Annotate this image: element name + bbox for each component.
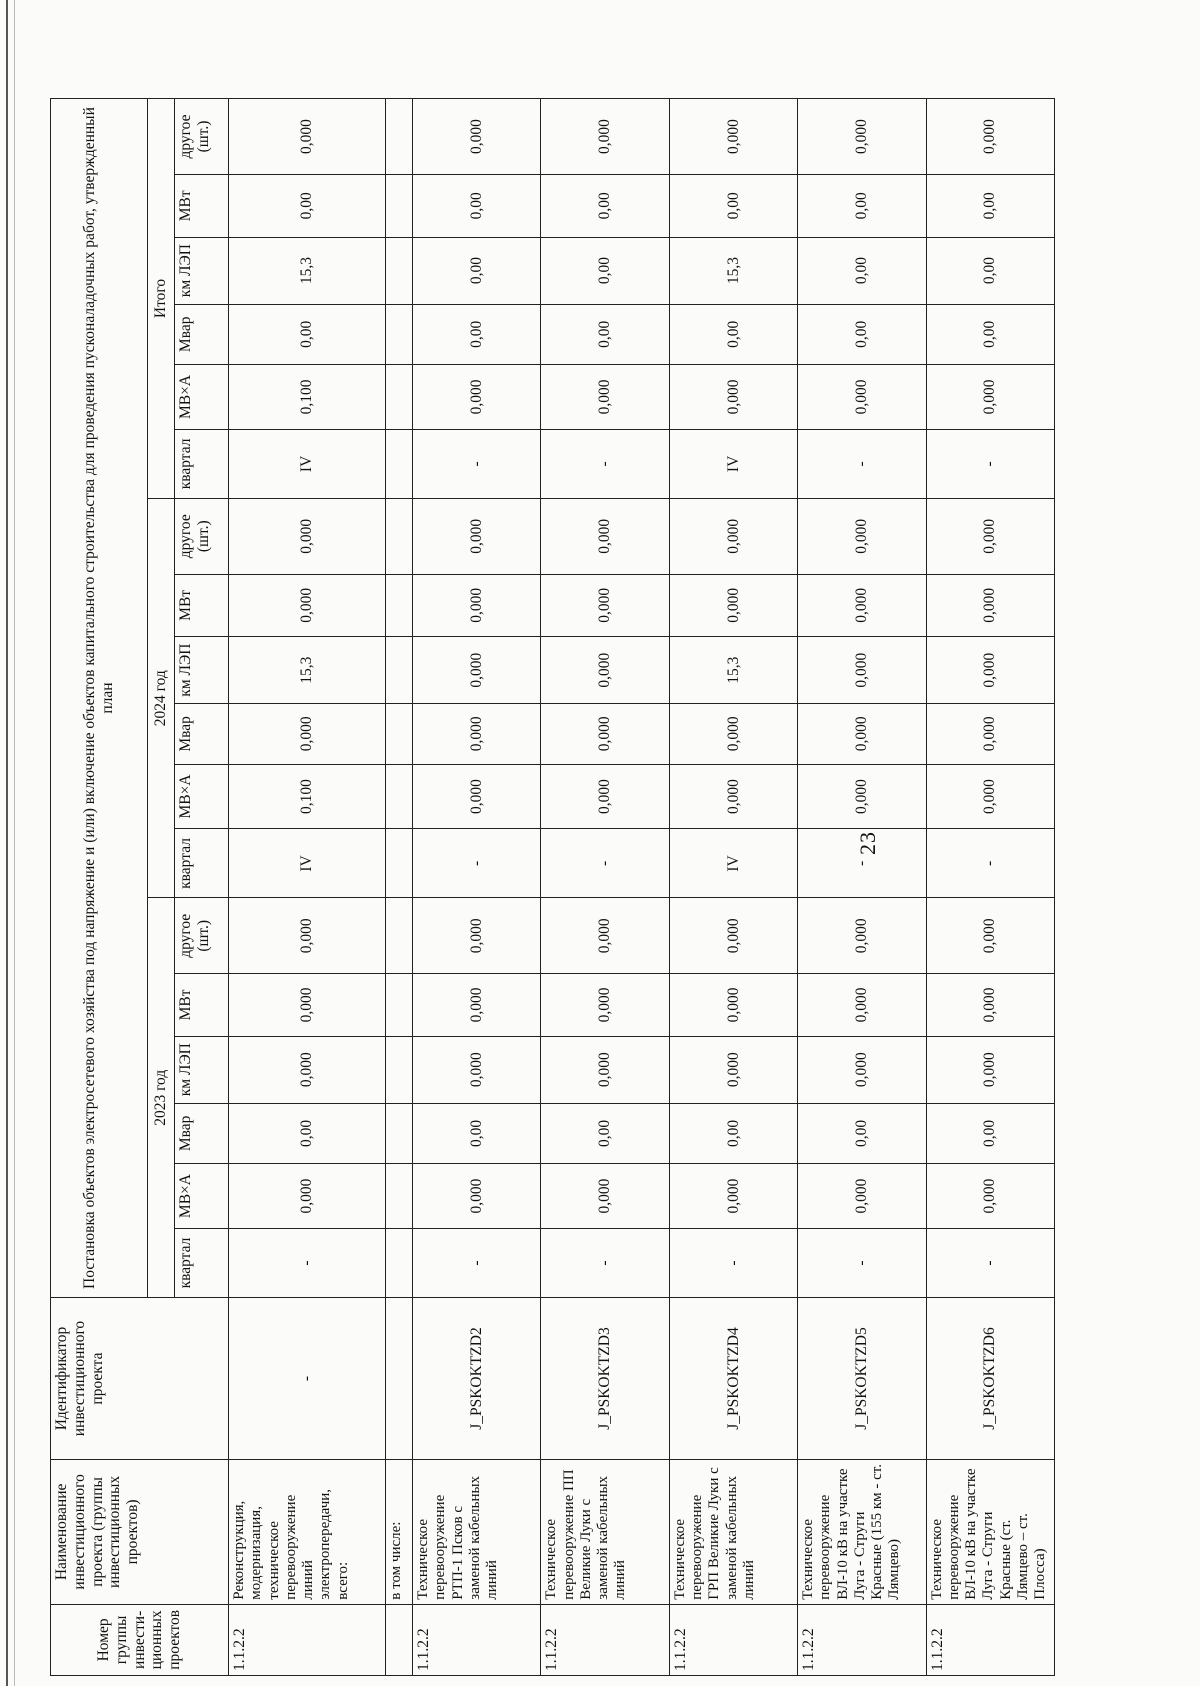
row-value-other: 0,000 xyxy=(229,498,386,574)
header-unit-other: другое (шт.) xyxy=(175,99,229,175)
header-period-total: Итого xyxy=(148,99,175,499)
header-unit-other: другое (шт.) xyxy=(175,898,229,974)
header-unit-other: другое (шт.) xyxy=(175,498,229,574)
row-value-other: 0,000 xyxy=(669,498,797,574)
row-value-mw: 0,00 xyxy=(229,175,386,238)
header-identifier: Идентификатор инвестиционного проекта xyxy=(51,1298,229,1460)
header-main-title: Постановка объектов электросетевого хозяйства под напряжение и (или) включение объектов капитального строительства для проведения пусконаладочных работ, утвержденный план xyxy=(51,99,148,1298)
row-value-mvar: 0,00 xyxy=(669,1103,797,1163)
row-value-km-line xyxy=(385,237,412,304)
header-unit-mvar: Мвар xyxy=(175,1103,229,1163)
row-value-mva: 0,000 xyxy=(669,1164,797,1229)
row-value-mw: 0,000 xyxy=(669,574,797,637)
table-row xyxy=(669,99,797,1676)
header-unit-km-line: км ЛЭП xyxy=(175,237,229,304)
row-value-mvar: 0,00 xyxy=(926,304,1054,364)
row-value-other: 0,000 xyxy=(926,898,1054,974)
row-value-km-line: 0,000 xyxy=(413,637,541,704)
row-value-mvar: 0,000 xyxy=(229,704,386,764)
row-value-km-line: 0,000 xyxy=(413,1036,541,1103)
row-value-mw: 0,000 xyxy=(798,974,926,1037)
row-value-mva: 0,100 xyxy=(229,764,386,829)
row-value-mvar: 0,00 xyxy=(541,304,669,364)
header-unit-mvar: Мвар xyxy=(175,704,229,764)
row-value-km-line: 0,000 xyxy=(541,637,669,704)
row-value-other: 0,000 xyxy=(798,898,926,974)
row-value-other xyxy=(385,99,412,175)
table-row xyxy=(229,99,386,1676)
row-value-other: 0,000 xyxy=(798,99,926,175)
row-value-km-line: 0,000 xyxy=(229,1036,386,1103)
row-value-mw: 0,000 xyxy=(229,974,386,1037)
table-row xyxy=(926,99,1054,1676)
row-value-km-line xyxy=(385,1036,412,1103)
header-unit-km-line: км ЛЭП xyxy=(175,637,229,704)
row-value-km-line: 15,3 xyxy=(669,637,797,704)
row-value-mvar xyxy=(385,1103,412,1163)
row-value-km-line: 15,3 xyxy=(229,637,386,704)
row-value-other: 0,000 xyxy=(798,498,926,574)
row-value-mw: 0,000 xyxy=(669,974,797,1037)
row-value-mva: 0,000 xyxy=(541,764,669,829)
row-value-mw: 0,00 xyxy=(413,175,541,238)
header-unit-quarter: квартал xyxy=(175,429,229,498)
row-value-mw: 0,000 xyxy=(229,574,386,637)
row-value-quarter: - xyxy=(413,429,541,498)
header-group-number: Номер группы инвести-ционных проектов xyxy=(51,1604,229,1675)
row-value-mvar: 0,00 xyxy=(229,1103,386,1163)
row-value-mva: 0,000 xyxy=(229,1164,386,1229)
row-value-quarter: - xyxy=(541,1228,669,1297)
header-unit-mw: МВт xyxy=(175,175,229,238)
row-value-km-line xyxy=(385,637,412,704)
row-value-mva: 0,000 xyxy=(798,365,926,430)
row-value-km-line: 0,00 xyxy=(798,237,926,304)
header-project-name: Наименование инвестиционного проекта (группы инвестиционных проектов) xyxy=(51,1460,229,1605)
row-value-mvar: 0,000 xyxy=(669,704,797,764)
row-value-mw xyxy=(385,574,412,637)
row-value-mw: 0,000 xyxy=(798,574,926,637)
row-value-mvar: 0,00 xyxy=(541,1103,669,1163)
row-value-other: 0,000 xyxy=(541,498,669,574)
row-value-other: 0,000 xyxy=(541,99,669,175)
row-value-mw xyxy=(385,175,412,238)
row-identifier: - xyxy=(229,1298,386,1460)
row-identifier: J_PSKOKTZD5 xyxy=(798,1298,926,1460)
header-unit-quarter: квартал xyxy=(175,1228,229,1297)
row-value-mw: 0,00 xyxy=(669,175,797,238)
row-value-mvar: 0,00 xyxy=(669,304,797,364)
row-group-number: 1.1.2.2 xyxy=(926,1604,1054,1675)
row-project-name: Техническое перевооружение ВЛ-10 кВ на участке Луга - Струги Красные (ст. Лямцево – ст. Плосса) xyxy=(926,1460,1054,1605)
row-value-km-line: 0,00 xyxy=(926,237,1054,304)
row-value-mvar: 0,00 xyxy=(926,1103,1054,1163)
row-value-other: 0,000 xyxy=(413,898,541,974)
row-value-quarter: - xyxy=(229,1228,386,1297)
row-group-number xyxy=(385,1604,412,1675)
investment-plan-table xyxy=(50,98,1055,1676)
row-value-mva: 0,000 xyxy=(926,764,1054,829)
row-value-mw: 0,000 xyxy=(926,574,1054,637)
row-value-mvar: 0,000 xyxy=(926,704,1054,764)
row-value-quarter xyxy=(385,429,412,498)
table-row xyxy=(798,99,926,1676)
row-group-number: 1.1.2.2 xyxy=(669,1604,797,1675)
row-value-quarter: IV xyxy=(229,429,386,498)
row-value-km-line: 0,000 xyxy=(541,1036,669,1103)
row-value-km-line: 15,3 xyxy=(669,237,797,304)
row-identifier xyxy=(385,1298,412,1460)
row-value-mw: 0,000 xyxy=(926,974,1054,1037)
row-value-mvar xyxy=(385,704,412,764)
row-value-quarter: - xyxy=(541,429,669,498)
row-value-mva: 0,000 xyxy=(798,1164,926,1229)
table-body xyxy=(229,99,1055,1676)
row-value-mw xyxy=(385,974,412,1037)
row-value-mvar: 0,000 xyxy=(798,704,926,764)
header-unit-mva: МВ×А xyxy=(175,1164,229,1229)
row-value-km-line: 0,000 xyxy=(669,1036,797,1103)
row-value-other: 0,000 xyxy=(413,99,541,175)
row-value-mva: 0,000 xyxy=(413,1164,541,1229)
row-value-other: 0,000 xyxy=(413,498,541,574)
row-value-mva: 0,000 xyxy=(926,365,1054,430)
row-value-quarter: - xyxy=(798,1228,926,1297)
row-project-name: Техническое перевооружение ГРП Великие Луки с заменой кабельных линий xyxy=(669,1460,797,1605)
row-value-other: 0,000 xyxy=(669,898,797,974)
header-period-2023: 2023 год xyxy=(148,898,175,1298)
header-unit-mw: МВт xyxy=(175,974,229,1037)
table-header xyxy=(51,99,229,1676)
row-value-quarter: - xyxy=(926,429,1054,498)
row-value-mva: 0,000 xyxy=(926,1164,1054,1229)
row-value-other xyxy=(385,898,412,974)
row-value-km-line: 0,00 xyxy=(541,237,669,304)
row-value-other: 0,000 xyxy=(926,99,1054,175)
header-unit-mva: МВ×А xyxy=(175,365,229,430)
row-value-mva: 0,000 xyxy=(669,365,797,430)
row-value-mw: 0,00 xyxy=(798,175,926,238)
row-value-other: 0,000 xyxy=(669,99,797,175)
row-value-quarter: IV xyxy=(669,829,797,898)
row-value-mva: 0,000 xyxy=(669,764,797,829)
row-value-mvar: 0,00 xyxy=(229,304,386,364)
header-unit-mva: МВ×А xyxy=(175,764,229,829)
row-value-km-line: 0,000 xyxy=(798,1036,926,1103)
row-value-other xyxy=(385,498,412,574)
row-group-number: 1.1.2.2 xyxy=(541,1604,669,1675)
row-value-mw: 0,000 xyxy=(541,974,669,1037)
row-value-mvar: 0,00 xyxy=(798,304,926,364)
row-group-number: 1.1.2.2 xyxy=(229,1604,386,1675)
row-value-mvar: 0,000 xyxy=(541,704,669,764)
row-value-mva: 0,000 xyxy=(541,365,669,430)
table-row xyxy=(385,99,412,1676)
row-value-mva: 0,000 xyxy=(541,1164,669,1229)
row-value-quarter: - xyxy=(413,829,541,898)
row-value-mva: 0,000 xyxy=(798,764,926,829)
row-identifier: J_PSKOKTZD3 xyxy=(541,1298,669,1460)
row-project-name: Техническое перевооружение РТП-1 Псков с заменой кабельных линий xyxy=(413,1460,541,1605)
row-value-quarter: - xyxy=(926,1228,1054,1297)
table-row xyxy=(541,99,669,1676)
row-value-quarter: IV xyxy=(669,429,797,498)
header-unit-mvar: Мвар xyxy=(175,304,229,364)
row-value-quarter: - xyxy=(926,829,1054,898)
row-value-quarter: - xyxy=(669,1228,797,1297)
row-value-quarter xyxy=(385,1228,412,1297)
row-value-mvar: 0,00 xyxy=(413,304,541,364)
row-value-mvar xyxy=(385,304,412,364)
table-row xyxy=(413,99,541,1676)
row-value-mw: 0,000 xyxy=(413,974,541,1037)
row-value-other: 0,000 xyxy=(229,898,386,974)
row-value-km-line: 0,000 xyxy=(926,637,1054,704)
row-value-mva: 0,000 xyxy=(413,764,541,829)
header-unit-quarter: квартал xyxy=(175,829,229,898)
row-value-mw: 0,000 xyxy=(413,574,541,637)
row-value-other: 0,000 xyxy=(541,898,669,974)
row-project-name: Реконструкция, модернизация, техническое перевооружение линий электропередачи, всего: xyxy=(229,1460,386,1605)
row-value-km-line: 0,000 xyxy=(926,1036,1054,1103)
row-value-km-line: 0,00 xyxy=(413,237,541,304)
row-value-quarter: - xyxy=(798,429,926,498)
row-value-mva xyxy=(385,365,412,430)
row-identifier: J_PSKOKTZD4 xyxy=(669,1298,797,1460)
row-value-mvar: 0,000 xyxy=(413,704,541,764)
row-identifier: J_PSKOKTZD6 xyxy=(926,1298,1054,1460)
row-value-other: 0,000 xyxy=(926,498,1054,574)
row-project-name: Техническое перевооружение ПП Великие Луки с заменой кабельных линий xyxy=(541,1460,669,1605)
row-value-quarter xyxy=(385,829,412,898)
row-project-name: Техническое перевооружение ВЛ-10 кВ на участке Луга - Струги Красные (155 км - ст. Лямцево) xyxy=(798,1460,926,1605)
row-group-number: 1.1.2.2 xyxy=(413,1604,541,1675)
header-period-2024: 2024 год xyxy=(148,498,175,898)
row-value-mva xyxy=(385,1164,412,1229)
row-value-mvar: 0,00 xyxy=(413,1103,541,1163)
row-value-mw: 0,00 xyxy=(541,175,669,238)
row-group-number: 1.1.2.2 xyxy=(798,1604,926,1675)
row-value-quarter: - xyxy=(413,1228,541,1297)
row-value-mva: 0,100 xyxy=(229,365,386,430)
header-unit-km-line: км ЛЭП xyxy=(175,1036,229,1103)
row-value-other: 0,000 xyxy=(229,99,386,175)
page-number: 23 xyxy=(855,831,880,855)
row-value-quarter: IV xyxy=(229,829,386,898)
row-identifier: J_PSKOKTZD2 xyxy=(413,1298,541,1460)
row-value-mvar: 0,00 xyxy=(798,1103,926,1163)
row-project-name: в том числе: xyxy=(385,1460,412,1605)
row-value-mw: 0,000 xyxy=(541,574,669,637)
row-value-km-line: 15,3 xyxy=(229,237,386,304)
row-value-quarter: - xyxy=(541,829,669,898)
row-value-quarter: - xyxy=(798,829,926,898)
row-value-km-line: 0,000 xyxy=(798,637,926,704)
row-value-mva: 0,000 xyxy=(413,365,541,430)
header-unit-mw: МВт xyxy=(175,574,229,637)
row-value-mw: 0,00 xyxy=(926,175,1054,238)
row-value-mva xyxy=(385,764,412,829)
